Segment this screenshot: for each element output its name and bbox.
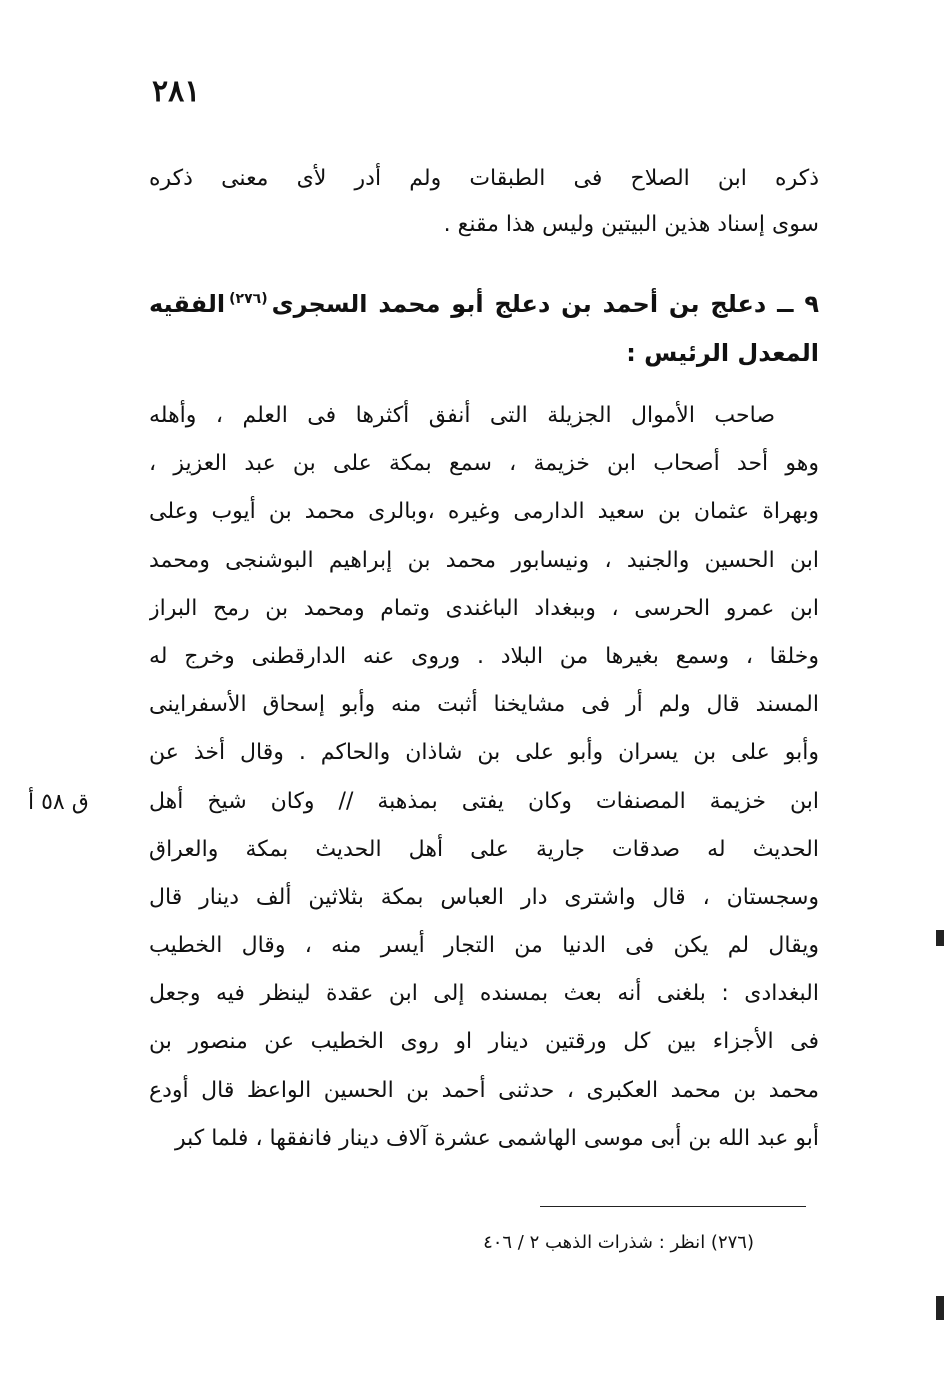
manuscript-folio-note: ق ٥٨ أ [28,790,89,815]
scan-edge-mark [936,930,944,946]
entry-body [149,392,819,1163]
footnote: (٢٧٦) انظر : شذرات الذهب ٢ / ٤٠٦ [483,1232,754,1253]
intro-line: سوى إسناد هذين البيتين وليس هذا مقنع . [443,212,819,237]
footnote-divider [540,1206,806,1207]
scan-edge-mark [936,1296,944,1320]
body-line: ابن عمرو الحرسى ، وببغداد الباغندى وتمام ومحمد بن رمح البراز [149,595,819,621]
body-line: وهو أحد أصحاب ابن خزيمة ، سمع بمكة على بن عبد العزيز ، [149,451,819,477]
entry-title: ٩ ــ دعلج بن أحمد بن دعلج أبو محمد السجرى [271,290,819,318]
entry-heading [149,272,819,380]
body-line: الحديث له صدقات جارية على أهل الحديث بمكة والعراق [149,836,819,862]
body-line: وخلقا ، وسمع بغيرها من البلاد . وروى عنه الدارقطنى وخرج له [149,643,819,669]
body-line: ويقال لم يكن فى الدنيا من التجار أيسر منه ، وقال الخطيب [149,933,819,959]
body-line: أبو عبد الله بن أبى موسى الهاشمى عشرة آلاف دينار فانفقها ، فلما كبر [174,1125,819,1151]
page-number: ٢٨١ [152,74,201,109]
entry-heading-line: المعدل الرئيس : [626,339,819,367]
body-line: ابن الحسين والجنيد ، ونيسابور محمد بن إبراهيم البوشنجى ومحمد [149,547,819,573]
body-line: المسند قال ولم أر فى مشايخنا أثبت منه وأبو إسحاق الأسفراينى [149,692,819,718]
footnote-reference: (٢٧٦) [229,291,268,307]
intro-line: ذكره ابن الصلاح فى الطبقات ولم أدر لأى معنى ذكره [149,166,819,191]
entry-heading-line [149,272,819,326]
body-line: ابن خزيمة المصنفات وكان يفتى بمذهبة // وكان شيخ أهل [149,788,819,814]
body-line: صاحب الأموال الجزيلة التى أنفق أكثرها فى العلم ، وأهله [149,403,775,428]
body-line: فى الأجزاء بين كل ورقتين دينار او روى الخطيب عن منصور بن [149,1029,819,1055]
body-line: وأبو على بن يسران وأبو على بن شاذان والحاكم . وقال أخذ عن [149,740,819,766]
body-line: البغدادى : بلغنى أنه بعث بمسنده إلى ابن عقدة لينظر فيه وجعل [149,981,819,1007]
intro-paragraph [149,156,819,248]
body-line: محمد بن محمد العكبرى ، حدثنى أحمد بن الحسين الواعظ قال أودع [149,1077,819,1103]
body-line: وسجستان ، قال واشترى دار العباس بمكة بثلاثين ألف دينار قال [149,884,819,910]
body-line: وبهراة عثمان بن سعيد الدارمى وغيره ،وبالرى محمد بن أيوب وعلى [149,499,819,525]
entry-title-continuation: الفقيه [149,290,226,318]
